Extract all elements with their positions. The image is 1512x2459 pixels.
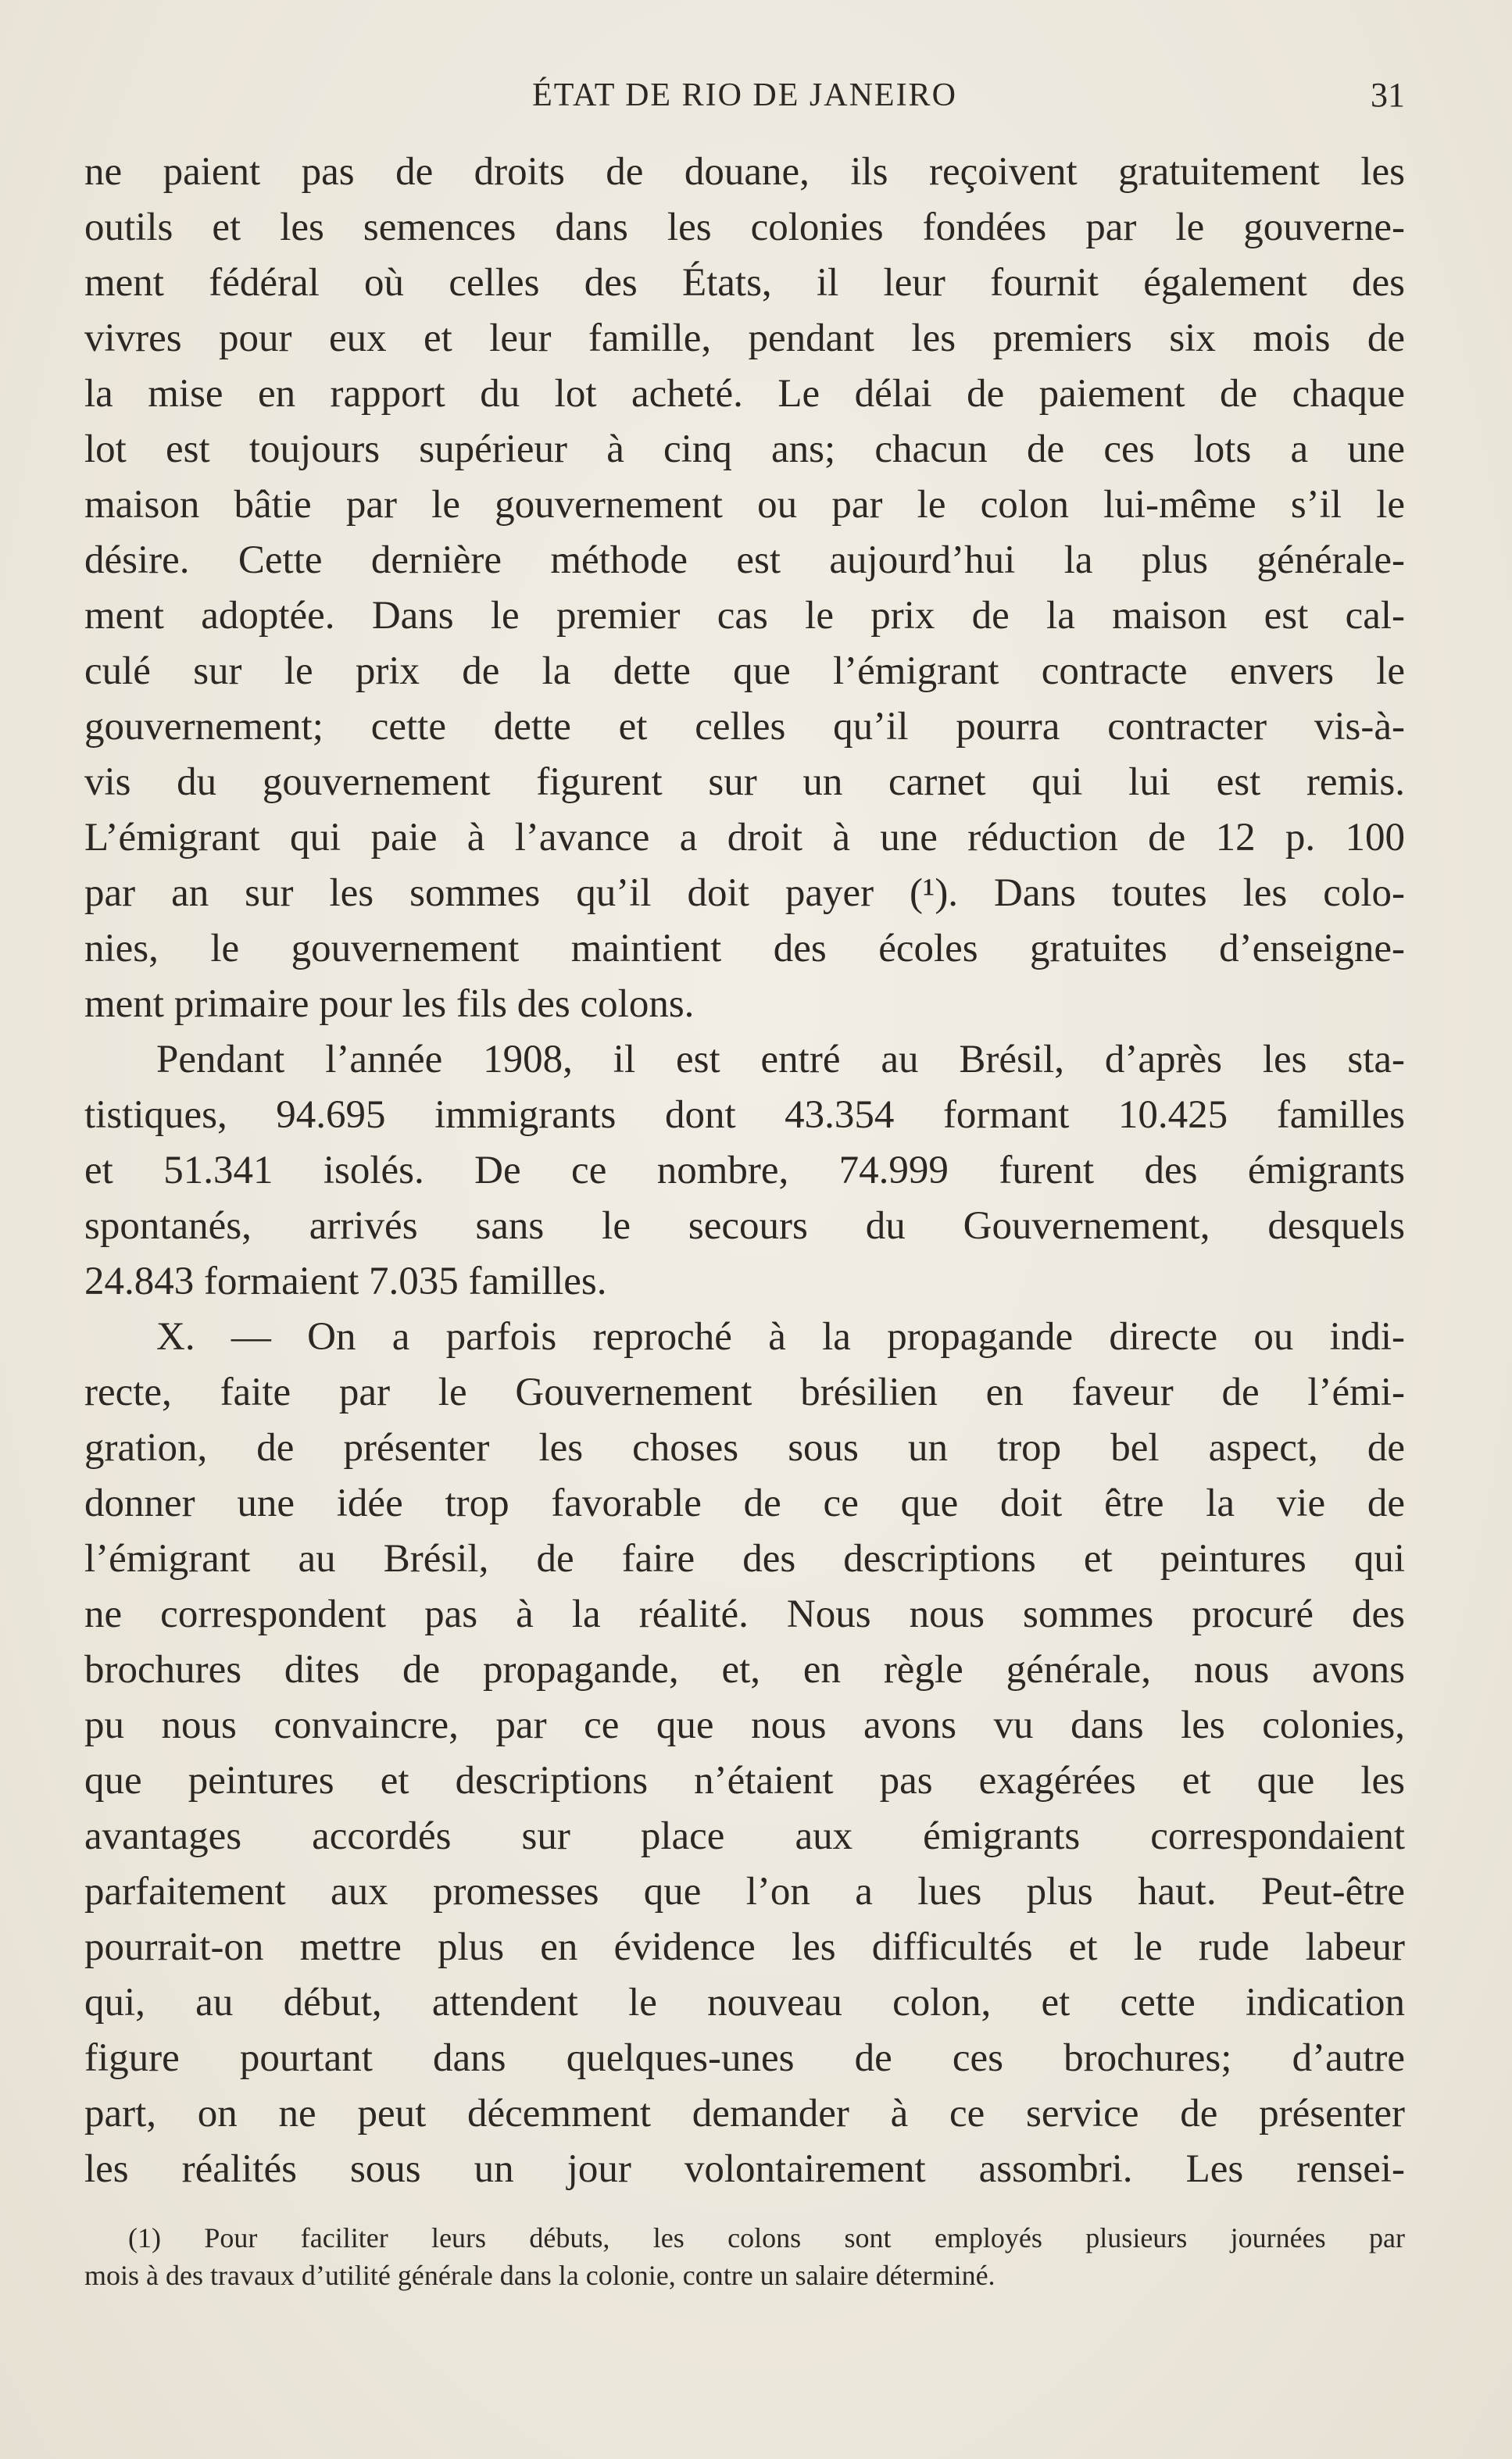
text-line: recte, faite par le Gouvernement brésilien en faveur de l’émi-	[84, 1371, 1405, 1414]
text-line: ne paient pas de droits de douane, ils reçoivent gratuitement les	[84, 150, 1405, 194]
text-line: brochures dites de propagande, et, en règle générale, nous avons	[84, 1648, 1405, 1692]
page-number: 31	[1371, 76, 1405, 114]
text-line: qui, au début, attendent le nouveau colon, et cette indication	[84, 1981, 1405, 2025]
footnote-line: (1) Pour faciliter leurs débuts, les colons sont employés plusieurs journées par	[128, 2222, 1405, 2253]
text-line: nies, le gouvernement maintient des écoles gratuites d’enseigne-	[84, 927, 1405, 970]
running-title: ÉTAT DE RIO DE JANEIRO	[532, 77, 957, 113]
text-line: gration, de présenter les choses sous un trop bel aspect, de	[84, 1426, 1405, 1470]
text-line: lot est toujours supérieur à cinq ans; chacun de ces lots a une	[84, 427, 1405, 471]
text-line: vivres pour eux et leur famille, pendant les premiers six mois de	[84, 316, 1405, 360]
footnote-line: mois à des travaux d’utilité générale dans la colonie, contre un salaire déterminé.	[84, 2260, 995, 2291]
text-line: la mise en rapport du lot acheté. Le délai de paiement de chaque	[84, 372, 1405, 416]
text-line: part, on ne peut décemment demander à ce service de présenter	[84, 2092, 1405, 2136]
footnote	[84, 2219, 1405, 2294]
text-line: ment primaire pour les fils des colons.	[84, 982, 695, 1026]
text-line: ne correspondent pas à la réalité. Nous nous sommes procuré des	[84, 1592, 1405, 1636]
text-line: gouvernement; cette dette et celles qu’il pourra contracter vis-à-	[84, 705, 1405, 749]
text-line: parfaitement aux promesses que l’on a lues plus haut. Peut-être	[84, 1870, 1405, 1914]
text-line: 24.843 formaient 7.035 familles.	[84, 1260, 607, 1303]
text-line: pourrait-on mettre plus en évidence les difficultés et le rude labeur	[84, 1925, 1405, 1969]
text-line: ment adoptée. Dans le premier cas le prix de la maison est cal-	[84, 594, 1405, 638]
text-line: Pendant l’année 1908, il est entré au Brésil, d’après les sta-	[156, 1038, 1405, 1081]
text-line: culé sur le prix de la dette que l’émigrant contracte envers le	[84, 649, 1405, 693]
text-line: L’émigrant qui paie à l’avance a droit à une réduction de 12 p. 100	[84, 816, 1405, 860]
text-line: donner une idée trop favorable de ce que doit être la vie de	[84, 1481, 1405, 1525]
text-line: outils et les semences dans les colonies fondées par le gouverne-	[84, 206, 1405, 249]
text-line: désire. Cette dernière méthode est aujourd’hui la plus générale-	[84, 538, 1405, 582]
text-line: X. — On a parfois reproché à la propagande directe ou indi-	[156, 1315, 1405, 1359]
text-line: maison bâtie par le gouvernement ou par le colon lui-même s’il le	[84, 483, 1405, 527]
text-line: pu nous convaincre, par ce que nous avons vu dans les colonies,	[84, 1703, 1405, 1747]
text-line: ment fédéral où celles des États, il leur fournit également des	[84, 261, 1405, 305]
text-line: par an sur les sommes qu’il doit payer (¹). Dans toutes les colo-	[84, 871, 1405, 915]
running-header	[84, 72, 1405, 119]
text-line: avantages accordés sur place aux émigrants correspondaient	[84, 1814, 1405, 1858]
text-line: et 51.341 isolés. De ce nombre, 74.999 furent des émigrants	[84, 1149, 1405, 1192]
text-line: que peintures et descriptions n’étaient pas exagérées et que les	[84, 1759, 1405, 1803]
text-line: vis du gouvernement figurent sur un carnet qui lui est remis.	[84, 760, 1405, 804]
text-line: tistiques, 94.695 immigrants dont 43.354 formant 10.425 familles	[84, 1093, 1405, 1137]
text-line: spontanés, arrivés sans le secours du Gouvernement, desquels	[84, 1204, 1405, 1248]
text-line: figure pourtant dans quelques-unes de ces brochures; d’autre	[84, 2036, 1405, 2080]
body-text	[84, 145, 1405, 2197]
text-line: l’émigrant au Brésil, de faire des descriptions et peintures qui	[84, 1537, 1405, 1581]
text-line: les réalités sous un jour volontairement assombri. Les rensei-	[84, 2147, 1405, 2191]
